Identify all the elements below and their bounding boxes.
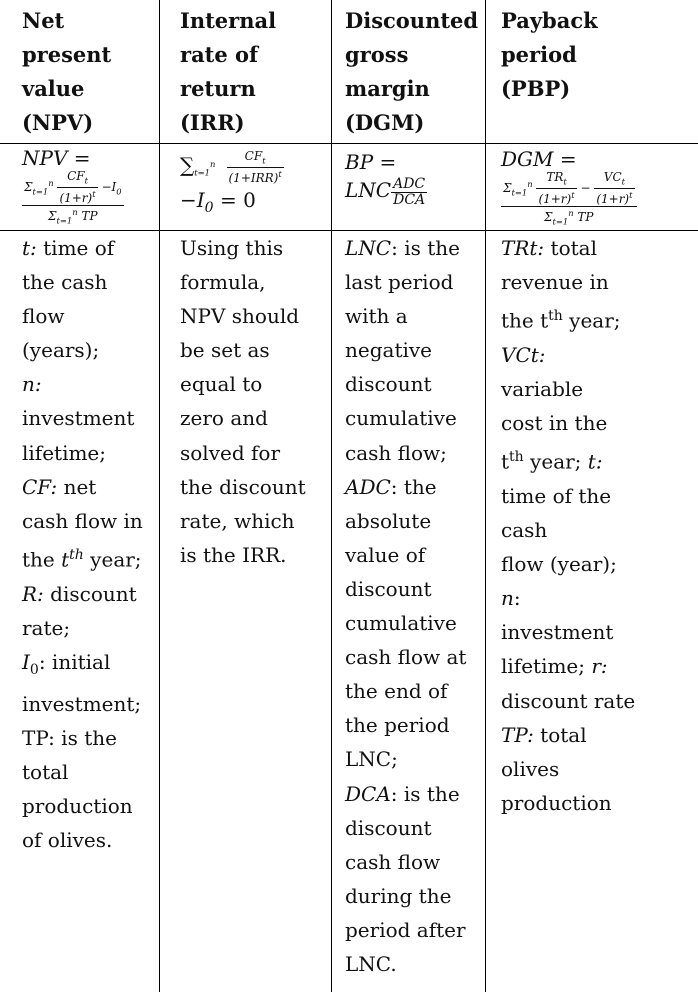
desc-line <box>22 470 158 504</box>
sum-lower: t=1 <box>56 215 73 226</box>
irr-num <box>227 150 284 168</box>
adc-text: ADC <box>393 176 426 192</box>
den-text: (1+IRR) <box>228 171 279 186</box>
desc-text: time of <box>36 236 115 260</box>
desc-line: discount rate <box>501 688 636 713</box>
vc-fraction <box>594 171 634 206</box>
minus-i-sub: 0 <box>116 186 122 197</box>
header-irr: Internal rate of return (IRR) <box>180 8 277 135</box>
desc-line: during the <box>345 883 452 908</box>
cf-text: CF <box>67 169 85 183</box>
dgm-numerator <box>501 171 637 207</box>
desc-line <box>501 299 693 338</box>
description-npv <box>22 231 158 857</box>
desc-line <box>22 231 158 265</box>
desc-line: the cash <box>22 270 108 295</box>
desc-line: production <box>22 794 133 819</box>
npv-numerator <box>22 170 124 206</box>
description-irr <box>180 231 330 572</box>
description-pbp-column <box>501 231 693 820</box>
term-lnc: LNC <box>345 236 392 260</box>
header-divider <box>0 143 698 144</box>
desc-text: lifetime; <box>501 654 592 679</box>
equals-zero: = 0 <box>213 188 256 213</box>
den-sup: t <box>278 169 282 180</box>
desc-line: lifetime; <box>22 440 107 465</box>
dgm-main-fraction <box>501 171 637 229</box>
desc-line: discount <box>345 372 432 397</box>
vc-sub: t <box>621 176 626 187</box>
desc-line: variable <box>501 377 584 402</box>
bp-lhs: BP = <box>345 150 397 174</box>
desc-line: be set as <box>180 338 270 363</box>
tr-sub: t <box>563 176 567 187</box>
npv-lhs: NPV = <box>22 146 91 170</box>
sum-upper: n <box>72 207 78 218</box>
column-divider <box>331 0 332 992</box>
desc-line: cumulative <box>345 611 457 636</box>
tr-num <box>536 171 576 189</box>
desc-text: t <box>501 449 510 474</box>
formula-npv <box>22 147 156 228</box>
dgm-lhs: DGM = <box>501 147 577 171</box>
term-n: n <box>501 586 514 611</box>
desc-line: formula, <box>180 270 266 295</box>
desc-line: solved for <box>180 440 280 465</box>
irr-line2 <box>180 187 328 221</box>
desc-line: rate; <box>22 615 71 640</box>
desc-line: revenue in <box>501 270 609 295</box>
desc-line: investment <box>501 620 614 645</box>
npv-main-fraction <box>22 170 124 228</box>
desc-line: absolute <box>345 508 432 533</box>
desc-text: : the <box>390 474 437 499</box>
den-sup: t <box>92 189 96 200</box>
den-sup: t <box>629 190 633 201</box>
desc-line: NPV should <box>180 304 300 329</box>
desc-line: negative <box>345 338 433 363</box>
vc-den <box>594 189 634 206</box>
irr-fraction <box>227 150 284 185</box>
bp-rhs <box>345 177 483 208</box>
desc-line: total <box>22 760 69 785</box>
desc-line: discount <box>345 576 432 601</box>
desc-line: the end of <box>345 679 448 704</box>
desc-line: value of <box>345 542 426 567</box>
tr-den <box>536 189 576 206</box>
tp-text: TP <box>577 210 594 225</box>
den-text: (1+r) <box>596 192 630 207</box>
header-npv: Net present value (NPV) <box>22 8 112 135</box>
desc-line: equal to <box>180 372 263 397</box>
sum-upper: n <box>568 208 574 219</box>
desc-line: cash flow <box>345 849 441 874</box>
term-r: r: <box>591 654 608 679</box>
column-divider <box>159 0 160 992</box>
desc-sup: th <box>548 308 563 325</box>
sum-lower: t=1 <box>194 167 210 178</box>
desc-line: TP: is the <box>22 725 117 750</box>
desc-line: investment; <box>22 691 142 716</box>
desc-line: last period <box>345 270 454 295</box>
desc-text: total <box>533 722 587 747</box>
cf-sub: t <box>262 155 266 166</box>
term-i-sub: 0 <box>29 661 39 678</box>
desc-text: total <box>544 236 597 260</box>
term-tr: TRt: <box>501 236 545 260</box>
dca-text: DCA <box>393 192 426 208</box>
sum-symbol: Σ <box>48 209 57 224</box>
desc-text: : is the <box>391 236 460 260</box>
term-t: t: <box>22 236 37 260</box>
sum-lower: t=1 <box>511 187 528 198</box>
desc-line: flow <box>22 304 65 329</box>
desc-line <box>22 538 158 577</box>
desc-text: discount <box>43 581 137 606</box>
sum-lower: t=1 <box>32 186 49 197</box>
sum-symbol: ∑ <box>180 153 195 177</box>
desc-line <box>501 718 693 752</box>
desc-line: cash <box>501 518 548 543</box>
desc-line: of olives. <box>22 828 113 853</box>
term-n: n: <box>22 372 42 397</box>
desc-line: production <box>501 790 612 815</box>
desc-line: (years); <box>22 338 100 363</box>
term-t: t: <box>587 449 603 474</box>
sum-symbol: Σ <box>543 210 553 225</box>
sum-lower: t=1 <box>552 216 569 227</box>
term-r: R: <box>22 581 44 606</box>
desc-line: discount <box>345 815 432 840</box>
desc-line: the discount <box>180 474 306 499</box>
header-pbp: Payback period (PBP) <box>501 8 598 101</box>
desc-line <box>501 231 693 265</box>
npv-inner-fraction <box>57 170 97 205</box>
desc-sup: th <box>509 449 524 466</box>
desc-line: rate, which <box>180 508 295 533</box>
desc-line: the period <box>345 713 450 738</box>
desc-line: cash flow at <box>345 645 467 670</box>
desc-line <box>345 231 483 265</box>
desc-line: flow (year); <box>501 552 617 577</box>
minus-i-sub: 0 <box>204 200 214 217</box>
desc-line <box>501 649 693 683</box>
inner-num <box>57 170 97 188</box>
desc-line <box>345 470 483 504</box>
term-adc: ADC <box>345 474 391 499</box>
minus-i: −I <box>180 188 205 213</box>
desc-text: net <box>57 474 97 499</box>
desc-text: : is the <box>390 781 460 806</box>
term-tp: TP: <box>501 722 534 747</box>
sum-upper: n <box>527 179 533 190</box>
vc-num <box>594 171 634 189</box>
term-cf: CF: <box>22 474 58 499</box>
desc-text: t <box>61 547 70 572</box>
desc-line: investment <box>22 406 135 431</box>
den-text: (1+r) <box>538 192 572 207</box>
minus-sign: − <box>580 181 591 196</box>
desc-line: period after <box>345 917 466 942</box>
desc-text: : initial <box>38 649 111 674</box>
den-sup: t <box>571 190 575 201</box>
lnc-text: LNC <box>345 178 392 202</box>
desc-text: the <box>22 547 62 572</box>
irr-den <box>227 168 284 185</box>
sum-symbol: Σ <box>24 180 33 195</box>
desc-line: zero and <box>180 406 268 431</box>
dgm-denominator <box>501 207 637 228</box>
desc-line: Using this <box>180 236 284 260</box>
desc-line <box>501 581 693 615</box>
formula-dgm-column <box>345 147 483 208</box>
desc-text: : <box>513 586 521 611</box>
desc-line: cash flow; <box>345 440 447 465</box>
desc-line: olives <box>501 756 560 781</box>
desc-line: cumulative <box>345 406 457 431</box>
description-dgm-column <box>345 231 483 981</box>
header-dgm: Discounted gross margin (DGM) <box>345 8 479 135</box>
tr-text: TR <box>546 170 564 184</box>
desc-text: year; <box>83 547 142 572</box>
term-dca: DCA <box>345 781 391 806</box>
desc-text: year; <box>523 449 588 474</box>
vc-text: VC <box>603 170 622 184</box>
formula-irr <box>180 149 328 221</box>
den-text: (1+r) <box>59 191 93 206</box>
tr-fraction <box>536 171 576 206</box>
desc-sup: th <box>69 546 84 563</box>
column-divider <box>485 0 486 992</box>
npv-denominator <box>22 206 124 227</box>
desc-line: time of the <box>501 483 612 508</box>
bp-fraction <box>391 177 427 208</box>
desc-line: cost in the <box>501 411 608 436</box>
formula-pbp-column <box>501 147 693 229</box>
term-i: I <box>22 649 30 674</box>
desc-line: LNC; <box>345 747 398 772</box>
desc-text: year; <box>562 308 621 333</box>
desc-line: LNC. <box>345 951 397 976</box>
desc-line <box>345 777 483 811</box>
sum-symbol: Σ <box>503 181 512 196</box>
desc-line: with a <box>345 304 408 329</box>
desc-line <box>22 577 158 611</box>
term-vc: VCt: <box>501 342 546 367</box>
desc-line <box>501 440 693 479</box>
desc-line: is the IRR. <box>180 542 287 567</box>
desc-line: cash flow in <box>22 508 143 533</box>
cf-text: CF <box>244 148 263 163</box>
minus-i: −I <box>101 180 117 195</box>
sum-upper: n <box>48 178 54 189</box>
cf-sub: t <box>84 175 88 186</box>
inner-den <box>57 188 97 205</box>
sum-upper: n <box>210 159 216 169</box>
tp-text: TP <box>81 209 98 224</box>
irr-line1 <box>180 149 328 187</box>
desc-text: the t <box>501 308 549 333</box>
desc-line <box>22 645 158 687</box>
